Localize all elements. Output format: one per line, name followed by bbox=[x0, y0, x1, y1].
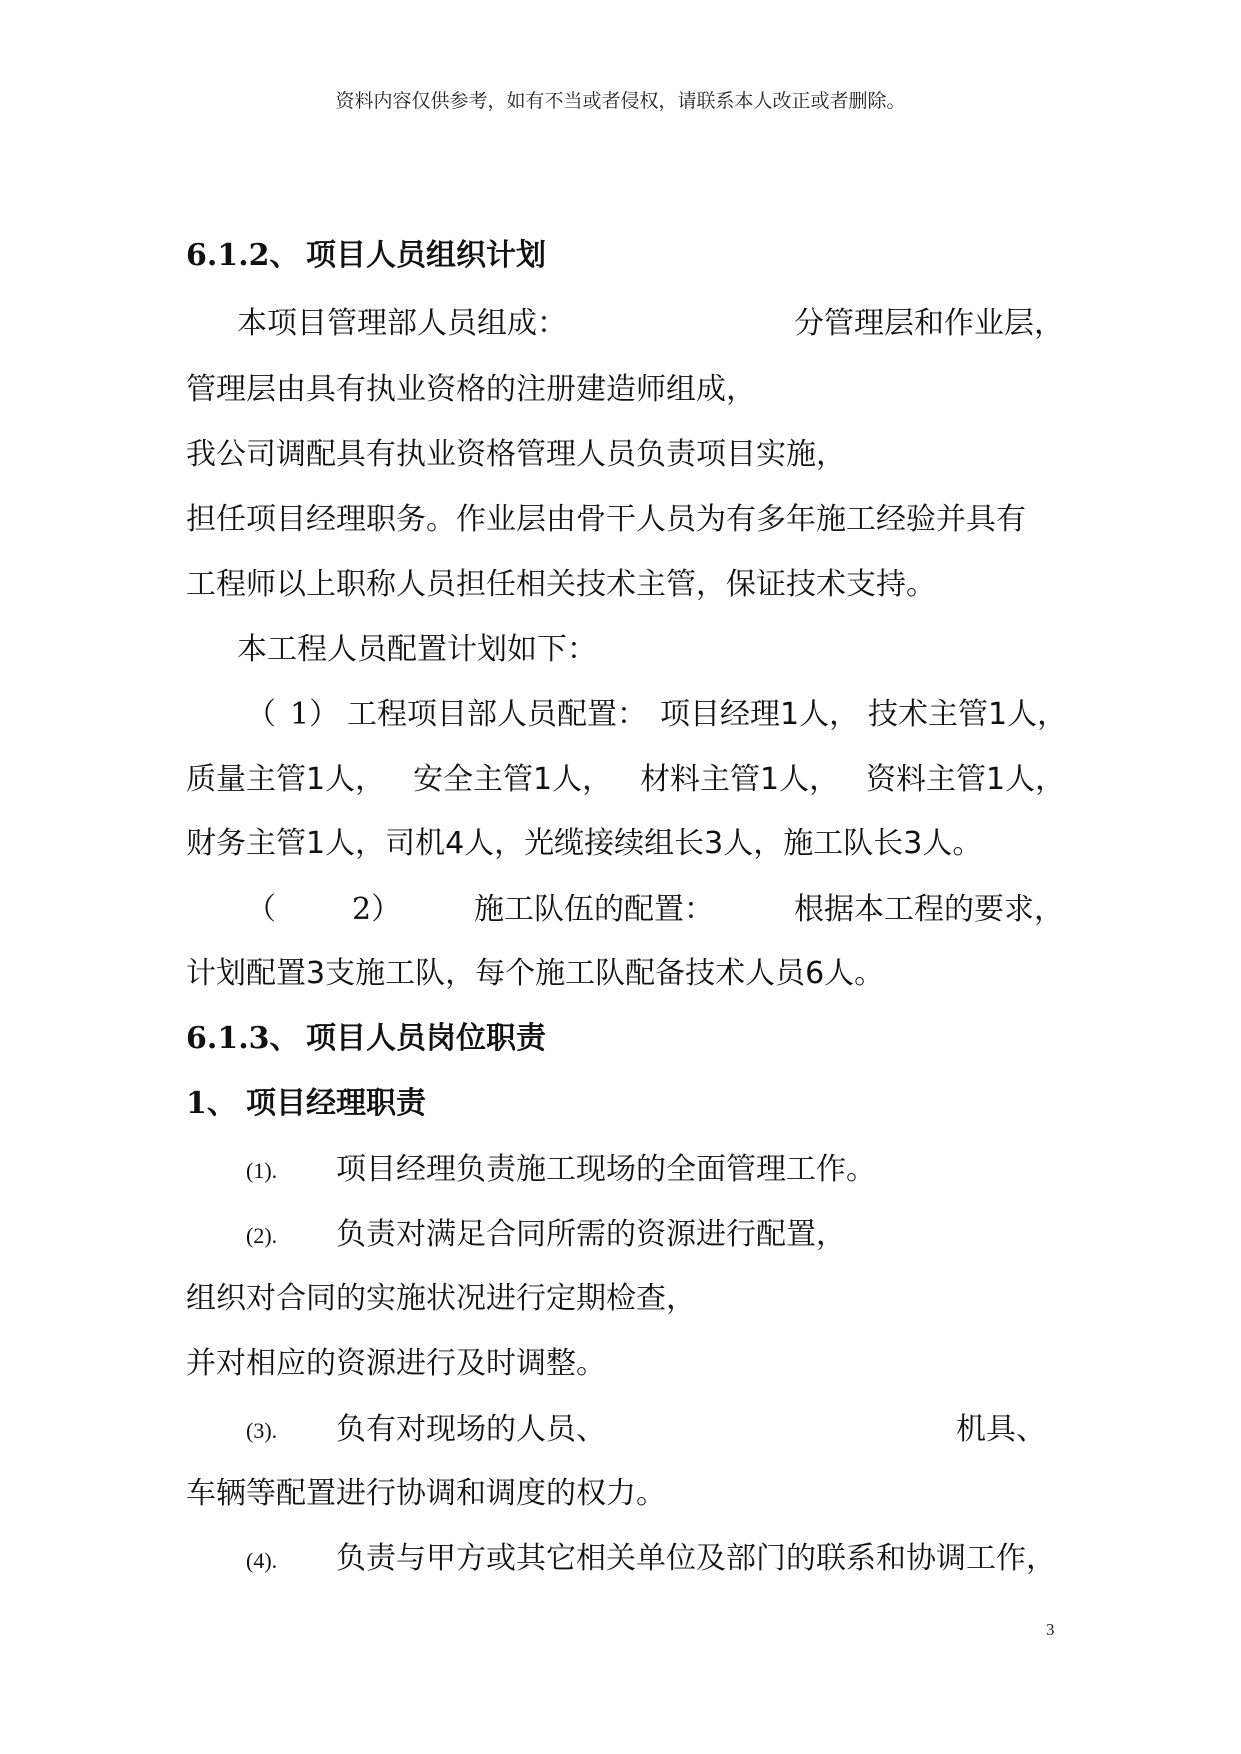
section-number-613: 6.1.3、 bbox=[186, 1021, 300, 1056]
item1-line3: 财务主管1人，司机4人，光缆接续组长3人，施工队长3人。 bbox=[186, 826, 983, 861]
item2-right: 根据本工程的要求， bbox=[794, 892, 1064, 927]
para1-left: 本项目管理部人员组成： bbox=[237, 306, 567, 341]
item1-c: 质量主管1人， bbox=[186, 762, 386, 797]
duty-3-number: (3). bbox=[246, 1418, 278, 1443]
item2-open-paren: （ bbox=[246, 892, 276, 927]
item1-open-paren: （ bbox=[246, 697, 276, 732]
duty-1-text: 项目经理负责施工现场的全面管理工作。 bbox=[336, 1152, 876, 1187]
para1-line5: 工程师以上职称人员担任相关技术主管，保证技术支持。 bbox=[186, 567, 936, 602]
para1-line4: 担任项目经理职务。作业层由骨干人员为有多年施工经验并具有 bbox=[186, 502, 1026, 537]
item1-e: 材料主管1人， bbox=[640, 762, 840, 797]
duty-1-number: (1). bbox=[246, 1158, 278, 1183]
para1-line2: 管理层由具有执业资格的注册建造师组成， bbox=[186, 372, 756, 407]
para1-right: 分管理层和作业层， bbox=[794, 306, 1064, 341]
item1-title: 工程项目部人员配置： bbox=[347, 697, 647, 732]
page-number: 3 bbox=[1046, 1620, 1055, 1639]
duty-2-number: (2). bbox=[246, 1223, 278, 1248]
subsection-number-1: 1、 bbox=[186, 1086, 237, 1121]
section-number-612: 6.1.2、 bbox=[186, 238, 300, 273]
duty-3-line2: 车辆等配置进行协调和调度的权力。 bbox=[186, 1476, 666, 1511]
para1-line3: 我公司调配具有执业资格管理人员负责项目实施， bbox=[186, 437, 846, 472]
header-disclaimer: 资料内容仅供参考，如有不当或者侵权，请联系本人改正或者删除。 bbox=[335, 90, 906, 112]
item1-f: 资料主管1人， bbox=[866, 762, 1066, 797]
subsection-title-1: 项目经理职责 bbox=[246, 1086, 426, 1121]
section-title-613: 项目人员岗位职责 bbox=[306, 1021, 546, 1056]
para2-line1: 本工程人员配置计划如下： bbox=[237, 632, 597, 667]
item1-a: 项目经理1人， bbox=[660, 697, 860, 732]
item2-title: 施工队伍的配置： bbox=[474, 892, 714, 927]
item1-b: 技术主管1人， bbox=[868, 697, 1068, 732]
duty-4-number: (4). bbox=[246, 1548, 278, 1573]
item1-number: 1） bbox=[290, 697, 340, 732]
item2-number: 2） bbox=[352, 892, 402, 927]
item2-line2: 计划配置3支施工队，每个施工队配备技术人员6人。 bbox=[186, 956, 885, 991]
item1-d: 安全主管1人， bbox=[413, 762, 613, 797]
duty-4-text: 负责与甲方或其它相关单位及部门的联系和协调工作， bbox=[336, 1541, 1056, 1576]
duty-2-text: 负责对满足合同所需的资源进行配置， bbox=[336, 1217, 846, 1252]
duty-2-line3: 并对相应的资源进行及时调整。 bbox=[186, 1346, 606, 1381]
duty-3-text: 负有对现场的人员、 bbox=[336, 1412, 606, 1447]
section-title-612: 项目人员组织计划 bbox=[306, 238, 546, 273]
duty-3-right: 机具、 bbox=[956, 1412, 1046, 1447]
duty-2-line2: 组织对合同的实施状况进行定期检查， bbox=[186, 1281, 696, 1316]
